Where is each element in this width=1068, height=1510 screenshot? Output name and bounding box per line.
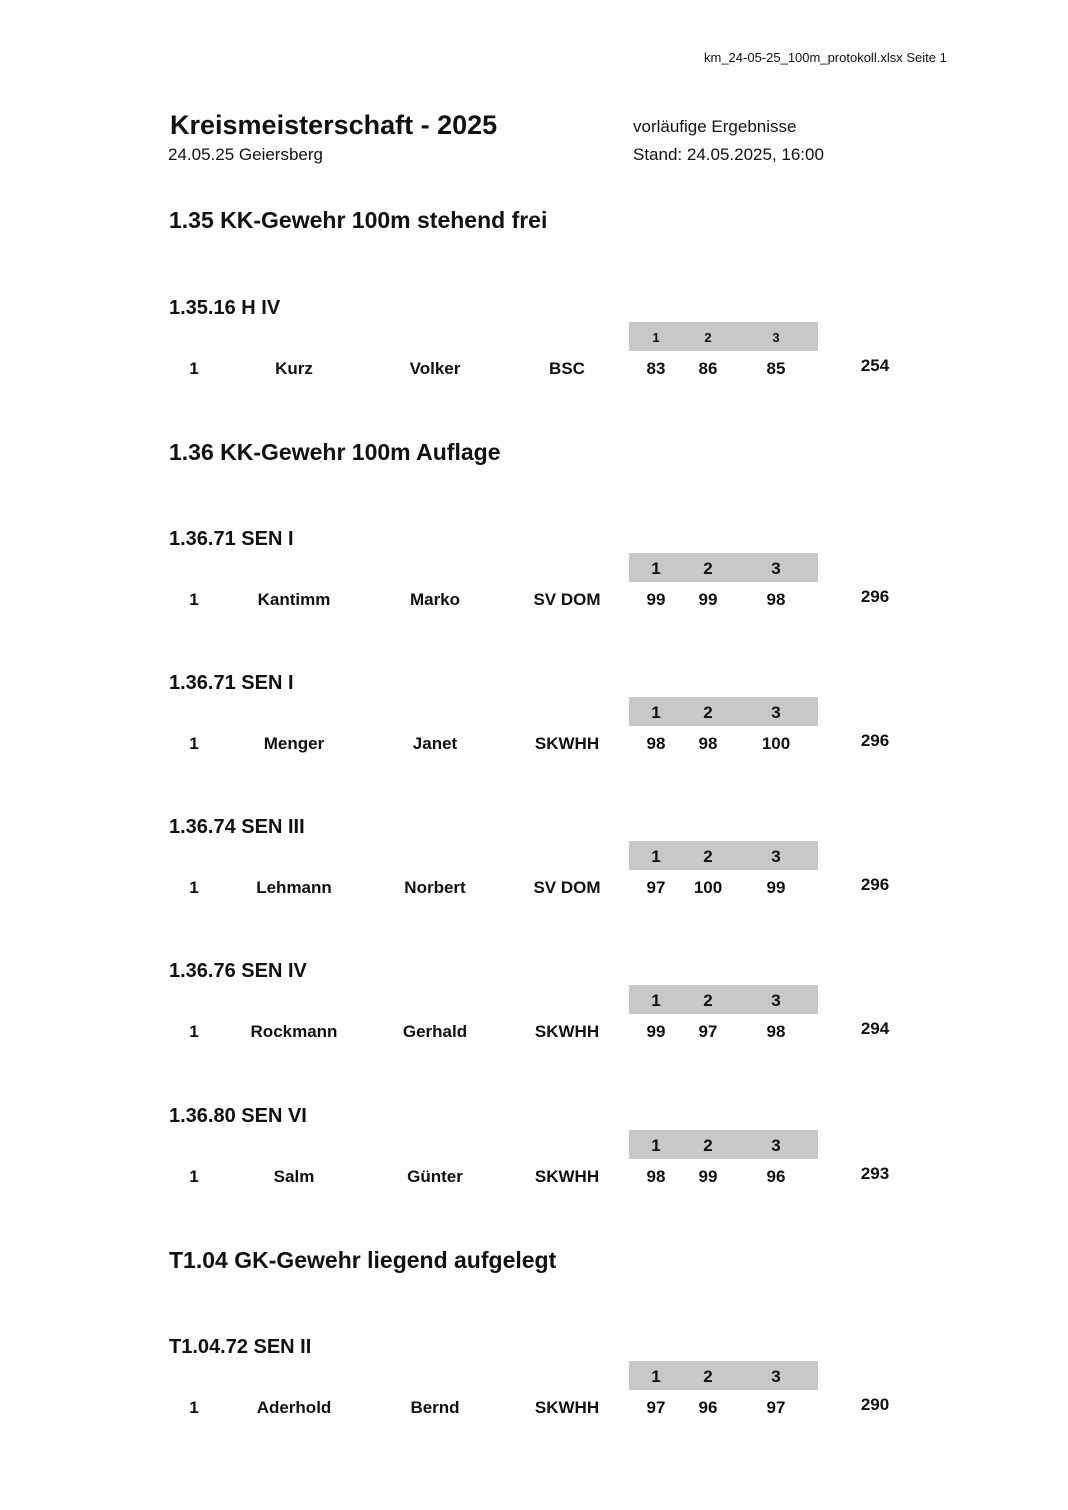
score-header-2: 2 [703,703,713,722]
score-header-1: 1 [651,1367,661,1386]
last-name: Menger [263,734,325,753]
score-header-2: 2 [703,991,713,1010]
score-3: 96 [766,1167,786,1186]
section-title: T1.04 GK-Gewehr liegend aufgelegt [169,1247,557,1273]
score-header-1: 1 [651,991,661,1010]
total-score: 294 [860,1019,890,1038]
score-header-2: 2 [703,847,713,866]
first-name: Günter [407,1167,463,1186]
score-header-2: 2 [703,559,713,578]
first-name: Norbert [404,878,466,897]
result-timestamp: Stand: 24.05.2025, 16:00 [633,145,824,164]
category-title: 1.36.80 SEN VI [169,1105,307,1127]
score-header-2: 2 [704,330,712,345]
score-3: 98 [766,590,786,609]
score-header-2: 2 [703,1367,713,1386]
last-name: Rockmann [250,1022,338,1041]
score-header [629,1361,818,1390]
document-title: Kreismeisterschaft - 2025 [170,110,498,140]
rank: 1 [189,1022,199,1041]
result-row [0,1164,1068,1189]
score-1: 98 [646,734,666,753]
score-header-1: 1 [651,847,661,866]
score-header-1: 1 [652,330,660,345]
category-title: 1.36.74 SEN III [169,816,305,838]
score-header-3: 3 [771,703,781,722]
section-title: 1.35 KK-Gewehr 100m stehend frei [169,207,548,233]
rank: 1 [189,359,199,378]
score-header [629,841,818,870]
score-header-3: 3 [772,330,780,345]
club: SKWHH [534,734,600,753]
total-score: 293 [860,1164,890,1183]
page-header: km_24-05-25_100m_protokoll.xlsx Seite 1 [704,50,947,65]
score-header-3: 3 [771,1367,781,1386]
score-2: 99 [698,1167,718,1186]
score-3: 98 [766,1022,786,1041]
rank: 1 [189,734,199,753]
score-1: 83 [646,359,666,378]
club: SKWHH [534,1167,600,1186]
last-name: Salm [273,1167,315,1186]
club: SV DOM [533,878,601,897]
club: SKWHH [534,1022,600,1041]
score-3: 100 [761,734,791,753]
score-header-3: 3 [771,847,781,866]
rank: 1 [189,1398,199,1417]
score-header-3: 3 [771,991,781,1010]
score-header-1: 1 [651,703,661,722]
score-header-2: 2 [703,1136,713,1155]
last-name: Aderhold [256,1398,332,1417]
score-2: 97 [698,1022,718,1041]
total-score: 296 [860,875,890,894]
category-title: T1.04.72 SEN II [169,1336,312,1358]
last-name: Kurz [275,359,313,378]
rank: 1 [189,1167,199,1186]
first-name: Marko [409,590,461,609]
score-1: 99 [646,1022,666,1041]
score-2: 100 [693,878,723,897]
score-header [629,553,818,582]
result-row [0,1395,1068,1420]
first-name: Volker [409,359,461,378]
result-status: vorläufige Ergebnisse [633,117,797,136]
score-1: 99 [646,590,666,609]
score-header [629,322,818,351]
total-score: 296 [860,587,890,606]
score-header [629,985,818,1014]
result-row [0,587,1068,612]
result-row [0,875,1068,900]
score-3: 85 [766,359,786,378]
score-1: 97 [646,1398,666,1417]
category-title: 1.35.16 H IV [169,297,281,319]
total-score: 296 [860,731,890,750]
club: SV DOM [533,590,601,609]
category-title: 1.36.71 SEN I [169,672,294,694]
score-1: 98 [646,1167,666,1186]
score-header-1: 1 [651,559,661,578]
event-date-location: 24.05.25 Geiersberg [168,145,323,164]
category-title: 1.36.76 SEN IV [169,960,307,982]
score-2: 96 [698,1398,718,1417]
club: SKWHH [534,1398,600,1417]
rank: 1 [189,878,199,897]
score-2: 98 [698,734,718,753]
last-name: Lehmann [256,878,332,897]
category-title: 1.36.71 SEN I [169,528,294,550]
score-2: 86 [698,359,718,378]
score-header-3: 3 [771,1136,781,1155]
score-2: 99 [698,590,718,609]
score-header-1: 1 [651,1136,661,1155]
score-header-3: 3 [771,559,781,578]
result-row [0,731,1068,756]
club: BSC [549,359,585,378]
score-header [629,1130,818,1159]
rank: 1 [189,590,199,609]
first-name: Gerhald [402,1022,468,1041]
score-1: 97 [646,878,666,897]
score-3: 97 [766,1398,786,1417]
score-3: 99 [766,878,786,897]
result-row [0,356,1068,381]
section-title: 1.36 KK-Gewehr 100m Auflage [169,439,501,465]
score-header [629,697,818,726]
last-name: Kantimm [257,590,331,609]
total-score: 254 [860,356,890,375]
result-row [0,1019,1068,1044]
first-name: Bernd [410,1398,460,1417]
first-name: Janet [412,734,458,753]
total-score: 290 [860,1395,890,1414]
